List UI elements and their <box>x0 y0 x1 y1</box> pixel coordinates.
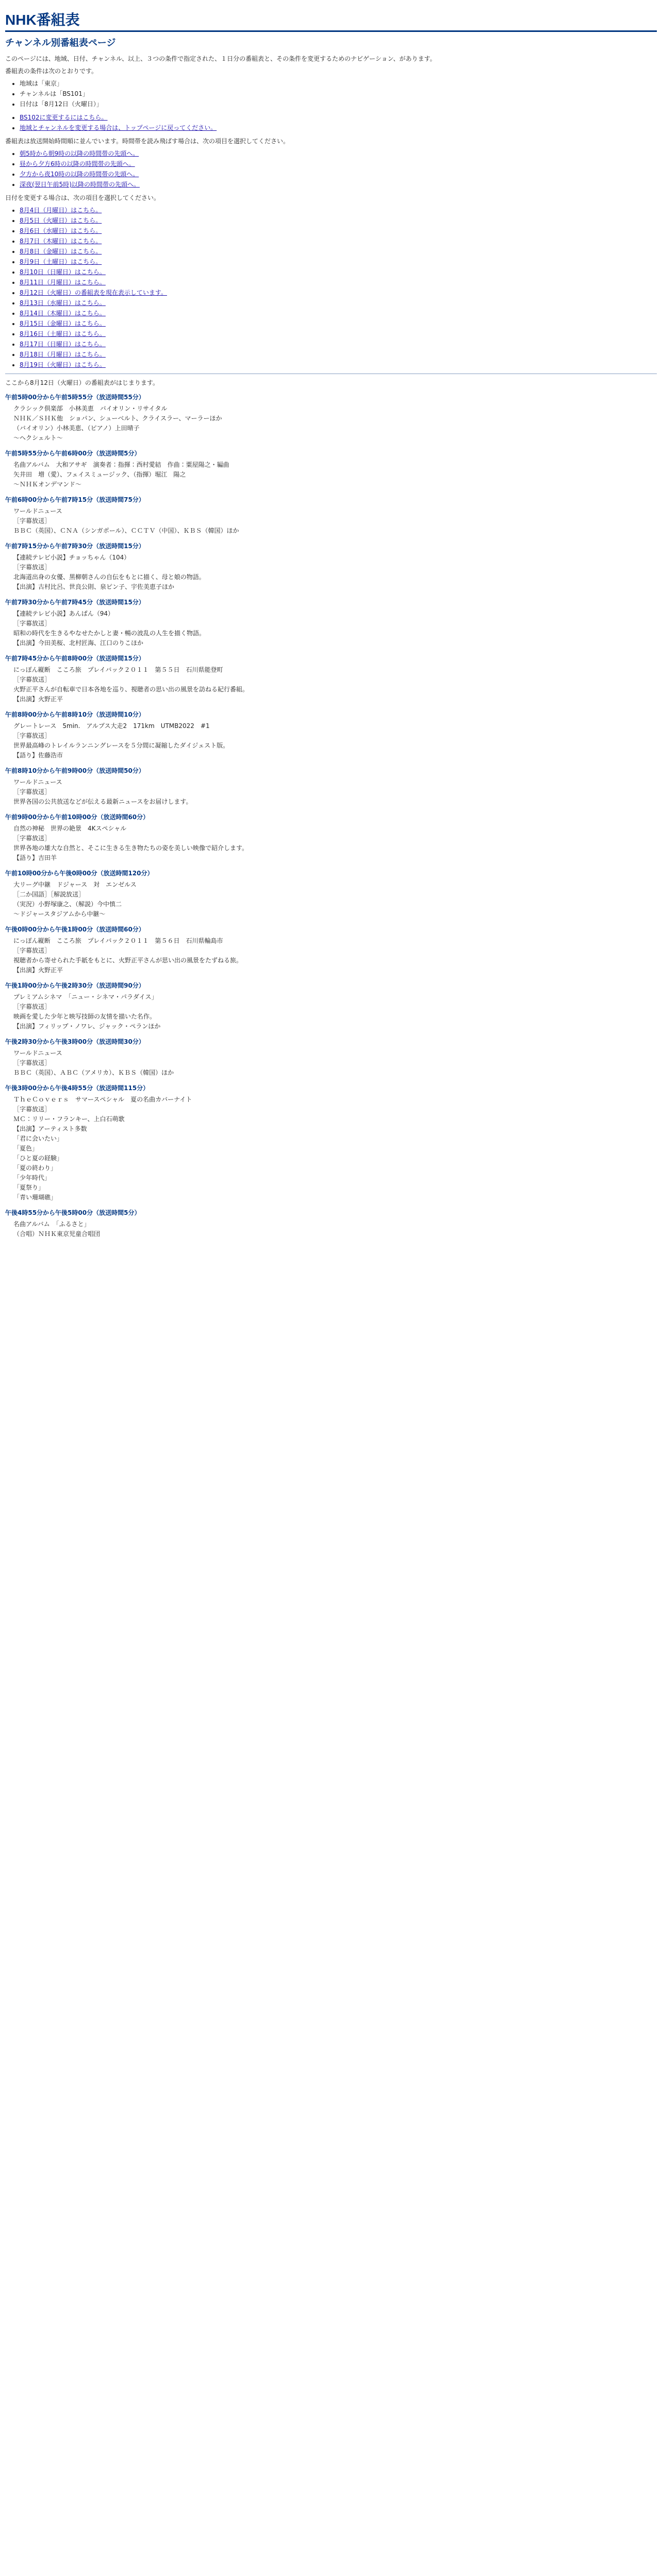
program-line: にっぽん縦断 こころ旅 プレイバック２０１１ 第５５日 石川県能登町 <box>13 666 223 673</box>
program-line: ［字幕放送］ <box>13 788 51 795</box>
date-link[interactable]: 8月14日（木曜日）はこちら。 <box>20 309 106 317</box>
program-line: 火野正平さんが自転車で日本各地を巡り、視聴者の思い出の風景を訪ねる紀行番組。 <box>13 685 249 693</box>
program-line: 名曲アルバム 「ふるさと」 <box>13 1220 90 1228</box>
program-line: 自然の神秘 世界の絶景 4Kスペシャル <box>13 824 127 832</box>
program-line: ワールドニュース <box>13 778 62 786</box>
program-time: 午前6時00分から午前7時15分（放送時間75分） <box>5 496 145 503</box>
program-item <box>5 925 657 975</box>
program-line: 【出演】火野正平 <box>13 966 63 974</box>
program-line: ワールドニュース <box>13 507 62 515</box>
program-time: 午後2時30分から午後3時00分（放送時間30分） <box>5 1038 145 1045</box>
program-line: にっぽん縦断 こころ旅 プレイバック２０１１ 第５６日 石川県輪島市 <box>13 937 223 944</box>
program-item <box>5 812 657 862</box>
date-link[interactable]: 8月16日（土曜日）はこちら。 <box>20 330 106 337</box>
program-line: グレートレース 5min. アルプス大走2 171km UTMB2022 #1 <box>13 722 210 730</box>
time-nav-link[interactable]: 深夜(翌日午前5時)以降の時間帯の先頭へ。 <box>20 180 140 188</box>
program-list <box>5 393 657 1239</box>
date-link[interactable]: 8月17日（日曜日）はこちら。 <box>20 340 106 348</box>
date-link[interactable]: 8月9日（土曜日）はこちら。 <box>20 258 102 265</box>
program-item <box>5 598 657 648</box>
program-details <box>5 609 657 648</box>
program-line: 視聴者から寄せられた手紙をもとに、火野正平さんが思い出の風景をたずねる旅。 <box>13 956 243 964</box>
program-details <box>5 506 657 535</box>
date-nav-label: 日付を変更する場合は、次の項目を選択してください。 <box>5 194 160 201</box>
program-details <box>5 1095 657 1202</box>
condition-item: • 日付は「8月12日（火曜日）」 <box>20 99 657 109</box>
program-line: ～ヘクシェルト～ <box>13 434 63 442</box>
date-link[interactable]: 8月6日（水曜日）はこちら。 <box>20 227 102 234</box>
program-time: 午前10時00分から午後0時00分（放送時間120分） <box>5 869 154 877</box>
program-line: ＮＨＫ／ＳＨＫ他 ショパン、シューベルト、クライスラー、マーラーほか <box>13 414 222 422</box>
program-details <box>5 880 657 919</box>
program-time: 午前8時10分から午前9時00分（放送時間50分） <box>5 767 145 774</box>
program-line: ［字幕放送］ <box>13 732 51 739</box>
program-details <box>5 936 657 975</box>
program-line: 世界最高峰のトレイルランニングレースを５分間に凝縮したダイジェスト版。 <box>13 741 229 749</box>
program-line: ＢＢＣ（英国）、ＣＮＡ（シンガポール）、ＣＣＴＶ（中国）、ＫＢＳ（韓国）ほか <box>13 527 239 534</box>
program-line: 【語り】吉田羊 <box>13 854 57 861</box>
program-time: 午前8時00分から午前8時10分（放送時間10分） <box>5 710 145 718</box>
program-details <box>5 777 657 806</box>
program-details <box>5 721 657 760</box>
program-line: ＢＢＣ（英国）、ＡＢＣ（アメリカ）、ＫＢＳ（韓国）ほか <box>13 1069 174 1076</box>
program-line: （実況）小野塚康之、（解説）今中慎二 <box>13 900 122 908</box>
program-line: ～ドジャースタジアムから中継～ <box>13 910 106 918</box>
change-links <box>5 113 657 132</box>
intro-line-1: このページには、地域、日付、チャンネル、以上、３つの条件で指定された、１日分の番組表と、その条件を変更するためのナビゲーション、があります。 <box>5 55 436 62</box>
program-item <box>5 766 657 806</box>
date-link[interactable]: 8月7日（木曜日）はこちら。 <box>20 237 102 245</box>
program-item <box>5 1037 657 1077</box>
program-time: 午後3時00分から午後4時55分（放送時間115分） <box>5 1084 150 1092</box>
program-line: ［字幕放送］ <box>13 563 51 571</box>
program-time: 午後0時00分から午後1時00分（放送時間60分） <box>5 925 145 933</box>
schedule-start: ここから8月12日（火曜日）の番組表がはじまります。 <box>5 379 159 386</box>
program-line: 映画を愛した少年と映写技師の友情を描いた名作。 <box>13 1012 156 1020</box>
program-line: 「少年時代」 <box>13 1174 51 1181</box>
program-line: ～ＮＨＫオンデマンド～ <box>13 480 82 488</box>
back-to-top-link[interactable]: 地域とチャンネルを変更する場合は、トップページに戻ってください。 <box>20 124 217 131</box>
program-line: 「青い珊瑚礁」 <box>13 1193 57 1201</box>
program-details <box>5 824 657 862</box>
date-link[interactable]: 8月13日（水曜日）はこちら。 <box>20 299 106 307</box>
date-link[interactable]: 8月8日（金曜日）はこちら。 <box>20 247 102 255</box>
page-title: NHK番組表 <box>5 12 657 32</box>
date-link[interactable]: 8月5日（火曜日）はこちら。 <box>20 216 102 224</box>
program-line: ［字幕放送］ <box>13 517 51 524</box>
program-line: 【連続テレビ小説】チョッちゃん（104） <box>13 553 130 561</box>
program-line: 北海道出身の女優、黒柳朝さんの自伝をもとに描く、母と娘の物語。 <box>13 573 205 581</box>
program-line: 【出演】アーティスト多数 <box>13 1125 87 1132</box>
program-details <box>5 404 657 443</box>
date-link[interactable]: 8月15日（金曜日）はこちら。 <box>20 319 106 327</box>
program-line: 世界各国の公共放送などが伝える最新ニュースをお届けします。 <box>13 798 192 805</box>
date-nav <box>5 206 657 369</box>
program-time: 午前7時30分から午前7時45分（放送時間15分） <box>5 598 145 606</box>
program-line: 世界各地の雄大な自然と、そこに生きる生き物たちの姿を美しい映像で紹介します。 <box>13 844 249 852</box>
program-item <box>5 1083 657 1202</box>
intro-line-2: 番組表の条件は次のとおりです。 <box>5 67 98 75</box>
program-time: 午前5時55分から午前6時00分（放送時間5分） <box>5 449 141 457</box>
program-line: クラシック倶楽部 小林美恵 バイオリン・リサイタル <box>13 404 168 412</box>
time-nav-label: 番組表は放送開始時間順に並んでいます。時間帯を読み飛ばす場合は、次の項目を選択してください。 <box>5 137 290 145</box>
program-line: 【出演】火野正平 <box>13 695 63 703</box>
program-line: ［字幕放送］ <box>13 834 51 842</box>
date-link[interactable]: 8月19日（火曜日）はこちら。 <box>20 361 106 368</box>
time-nav-link[interactable]: 夕方から夜10時の以降の時間帯の先頭へ。 <box>20 170 139 178</box>
program-line: （バイオリン）小林美恵、（ピアノ）上田晴子 <box>13 424 140 432</box>
date-link[interactable]: 8月18日（月曜日）はこちら。 <box>20 350 106 358</box>
program-time: 午前5時00分から午前5時55分（放送時間55分） <box>5 393 145 401</box>
program-line: 「夏の終わり」 <box>13 1164 57 1172</box>
program-line: ワールドニュース <box>13 1049 62 1057</box>
program-line: 【出演】古村比呂、世良公則、泉ピン子、宇佐美恵子ほか <box>13 583 175 590</box>
date-link[interactable]: 8月4日（月曜日）はこちら。 <box>20 206 102 214</box>
time-nav <box>5 149 657 189</box>
program-time: 午後1時00分から午後2時30分（放送時間90分） <box>5 981 145 989</box>
program-item <box>5 449 657 489</box>
program-item <box>5 393 657 443</box>
program-details <box>5 1048 657 1077</box>
conditions-list <box>5 79 657 109</box>
program-details <box>5 553 657 591</box>
time-nav-link[interactable]: 朝5時から朝9時の以降の時間帯の先頭へ。 <box>20 149 139 157</box>
program-time: 午後4時55分から午後5時00分（放送時間5分） <box>5 1209 141 1216</box>
footer-space <box>5 1245 657 1265</box>
program-item <box>5 654 657 704</box>
program-line: ［字幕放送］ <box>13 1059 51 1066</box>
program-line: 大リーグ中継 ドジャース 対 エンゼルス <box>13 880 137 888</box>
change-channel-link[interactable]: BS102に変更するにはこちら。 <box>20 113 108 121</box>
program-details <box>5 460 657 489</box>
program-line: 「夏祭り」 <box>13 1183 45 1191</box>
program-item <box>5 981 657 1031</box>
program-details <box>5 665 657 704</box>
program-line: 昭和の時代を生きるやなせたかしと妻・暢の波乱の人生を描く物語。 <box>13 629 206 637</box>
program-item <box>5 541 657 591</box>
program-line: ［二か国語］［解説放送］ <box>13 890 85 898</box>
program-details <box>5 1219 657 1239</box>
program-line: ［字幕放送］ <box>13 1105 51 1113</box>
program-line: ［字幕放送］ <box>13 675 51 683</box>
program-line: 「君に会いたい」 <box>13 1134 63 1142</box>
program-time: 午前7時15分から午前7時30分（放送時間15分） <box>5 542 145 550</box>
program-line: 名曲アルバム 大和アサギ 演奏者：指揮：西村愛結 作曲：粟屋陽之・編曲 <box>13 461 229 468</box>
program-item <box>5 1208 657 1239</box>
program-line: プレミアムシネマ 「ニュー・シネマ・パラダイス」 <box>13 993 158 1001</box>
program-time: 午前9時00分から午前10時00分（放送時間60分） <box>5 813 150 821</box>
condition-item: • 地域は「東京」 <box>20 79 657 88</box>
program-line: 【連続テレビ小説】あんぱん（94） <box>13 609 114 617</box>
program-time: 午前7時45分から午前8時00分（放送時間15分） <box>5 654 145 662</box>
program-item <box>5 869 657 919</box>
program-item <box>5 495 657 535</box>
page-subtitle: チャンネル別番組表ページ <box>5 37 116 48</box>
date-link[interactable]: 8月10日（日曜日）はこちら。 <box>20 268 106 276</box>
time-nav-link[interactable]: 昼から夕方6時の以降の時間帯の先頭へ。 <box>20 160 135 167</box>
date-link-current[interactable]: 8月12日（火曜日）の番組表を現在表示しています。 <box>20 289 167 296</box>
program-line: 「ひと夏の経験」 <box>13 1154 63 1162</box>
program-item <box>5 710 657 760</box>
program-line: ［字幕放送］ <box>13 1003 51 1010</box>
program-line: （合唱）ＮＨＫ東京児童合唱団 <box>13 1230 101 1238</box>
program-line: ［字幕放送］ <box>13 946 51 954</box>
program-line: 「夏色」 <box>13 1144 39 1152</box>
condition-item: • チャンネルは「BS101」 <box>20 89 657 98</box>
date-link[interactable]: 8月11日（月曜日）はこちら。 <box>20 278 106 286</box>
program-details <box>5 992 657 1031</box>
program-line: ［字幕放送］ <box>13 619 51 627</box>
program-line: 【語り】佐藤浩市 <box>13 751 63 759</box>
program-line: 【出演】フィリップ・ノワレ、ジャック・ペランほか <box>13 1022 161 1030</box>
program-line: ＴｈｅＣｏｖｅｒｓ サマースペシャル 夏の名曲カバーナイト <box>13 1095 192 1103</box>
program-line: 【出演】今田美桜、北村匠海、江口のりこほか <box>13 639 144 647</box>
program-line: ＭＣ：リリー・フランキー、上白石萌歌 <box>13 1115 125 1123</box>
page-wrap <box>0 0 662 1265</box>
program-line: 矢井田 増（愛）、フェイスミュージック、（指揮）堀江 陽之 <box>13 470 186 478</box>
